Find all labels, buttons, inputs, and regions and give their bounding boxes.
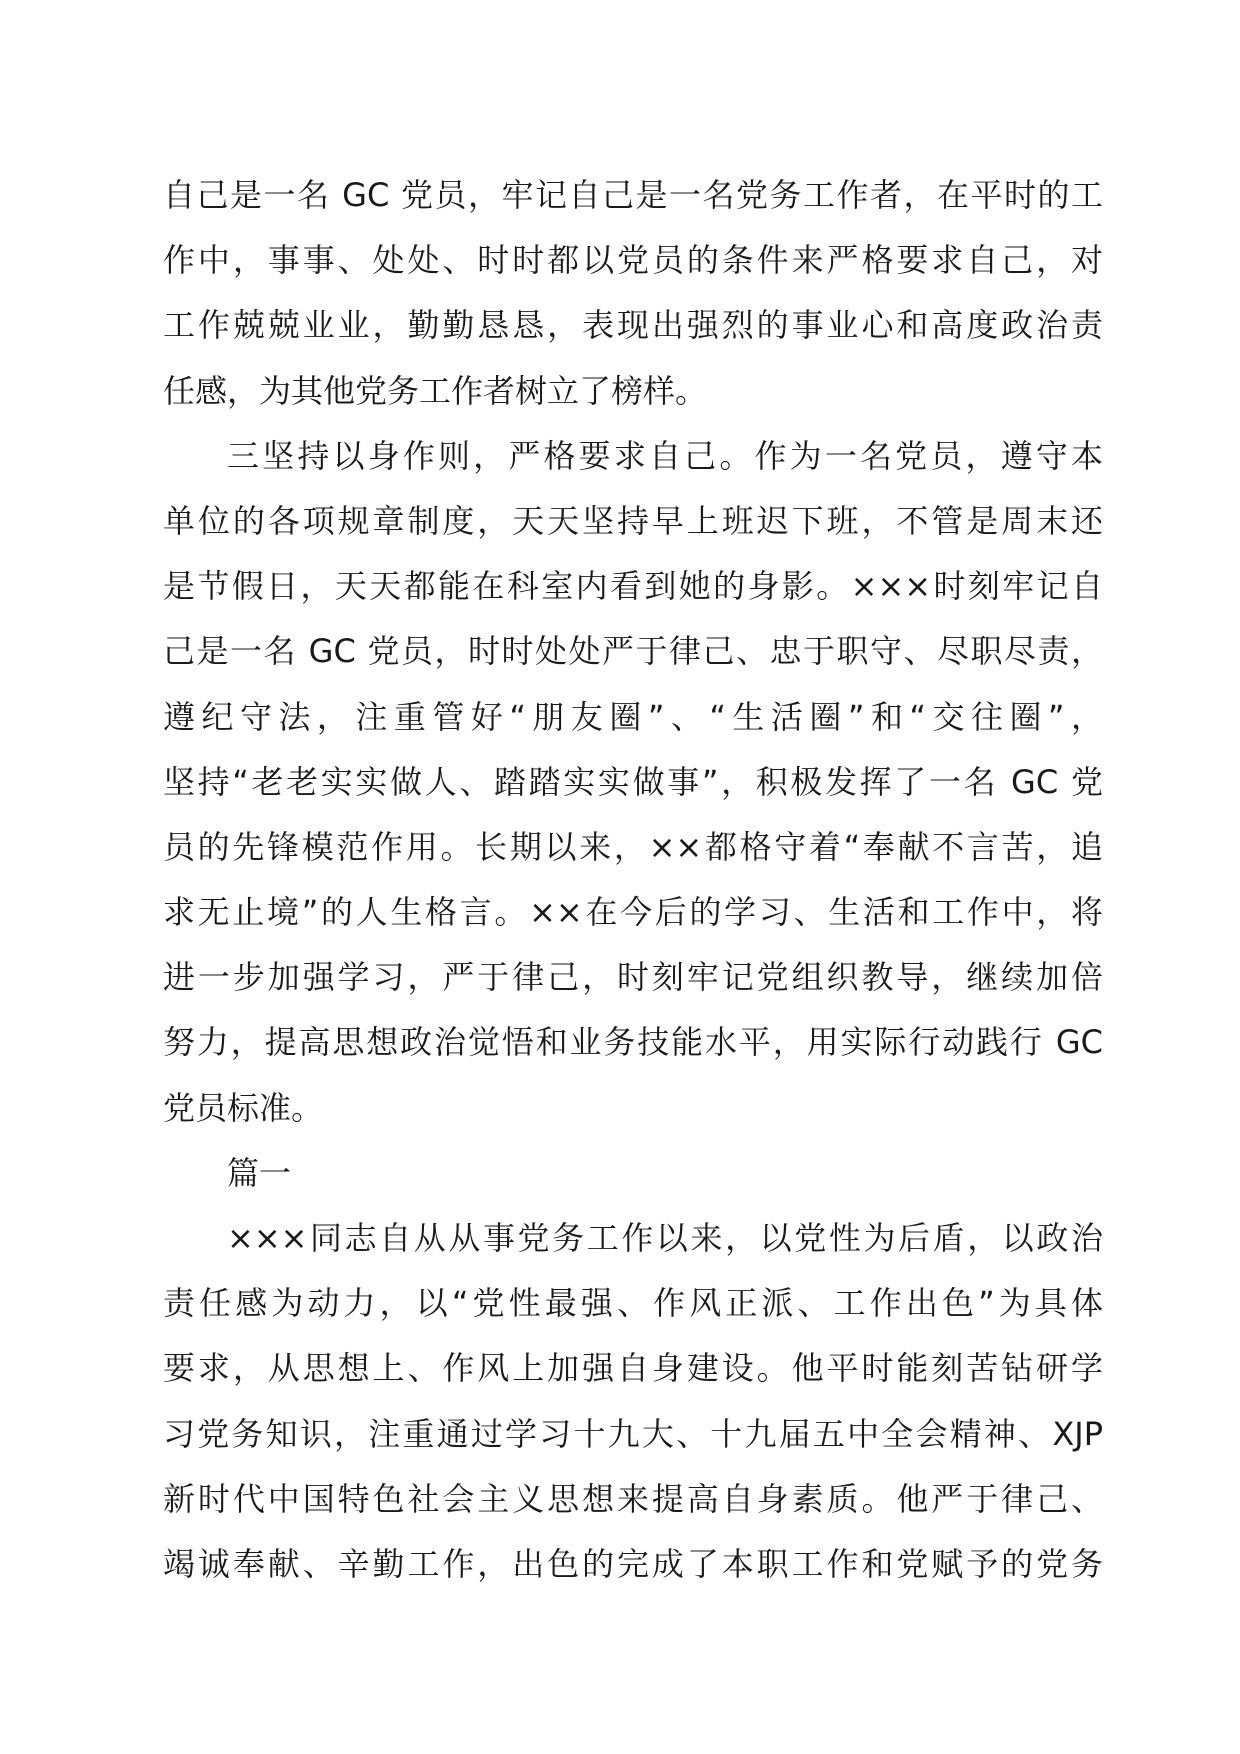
text-line: 员的先锋模范作用。长期以来，××都格守着“奉献不言苦，追 [163,827,1103,866]
text-line: 进一步加强学习，严于律己，时刻牢记党组织教导，继续加倍 [163,958,1103,997]
text-line: 单位的各项规章制度，天天坚持早上班迟下班，不管是周末还 [163,501,1103,540]
text-line: 新时代中国特色社会主义思想来提高自身素质。他严于律己、 [163,1479,1103,1518]
text-line: 己是一名 GC 党员，时时处处严于律己、忠于职守、尽职尽责， [163,632,1103,671]
text-line: 求无止境”的人生格言。××在今后的学习、生活和工作中，将 [163,893,1103,932]
text-line: 是节假日，天天都能在科室内看到她的身影。×××时刻牢记自 [163,567,1103,606]
text-line: 自己是一名 GC 党员，牢记自己是一名党务工作者，在平时的工 [163,176,1103,214]
text-line: 竭诚奉献、辛勤工作，出色的完成了本职工作和党赋予的党务 [163,1544,1103,1583]
text-line: 坚持“老老实实做人、踏踏实实做事”，积极发挥了一名 GC 党 [163,762,1103,801]
text-line: 党员标准。 [163,1088,324,1127]
text-line: 责任感为动力，以“党性最强、作风正派、工作出色”为具体 [163,1284,1103,1323]
text-line: ×××同志自从从事党务工作以来，以党性为后盾，以政治 [227,1219,1103,1257]
section-heading: 篇一 [227,1153,292,1192]
text-line: 遵纪守法，注重管好“朋友圈”、“生活圈”和“交往圈”， [163,697,1103,736]
text-line: 三坚持以身作则，严格要求自己。作为一名党员，遵守本 [227,436,1103,475]
text-line: 习党务知识，注重通过学习十九大、十九届五中全会精神、XJP [163,1414,1103,1453]
text-line: 努力，提高思想政治觉悟和业务技能水平，用实际行动践行 GC [163,1023,1103,1062]
text-line: 要求，从思想上、作风上加强自身建设。他平时能刻苦钻研学 [163,1349,1103,1388]
text-line: 工作兢兢业业，勤勤恳恳，表现出强烈的事业心和高度政治责 [163,306,1103,345]
document-body [163,163,1103,1597]
text-line: 任感，为其他党务工作者树立了榜样。 [163,371,708,410]
text-line: 作中，事事、处处、时时都以党员的条件来严格要求自己，对 [163,241,1103,280]
